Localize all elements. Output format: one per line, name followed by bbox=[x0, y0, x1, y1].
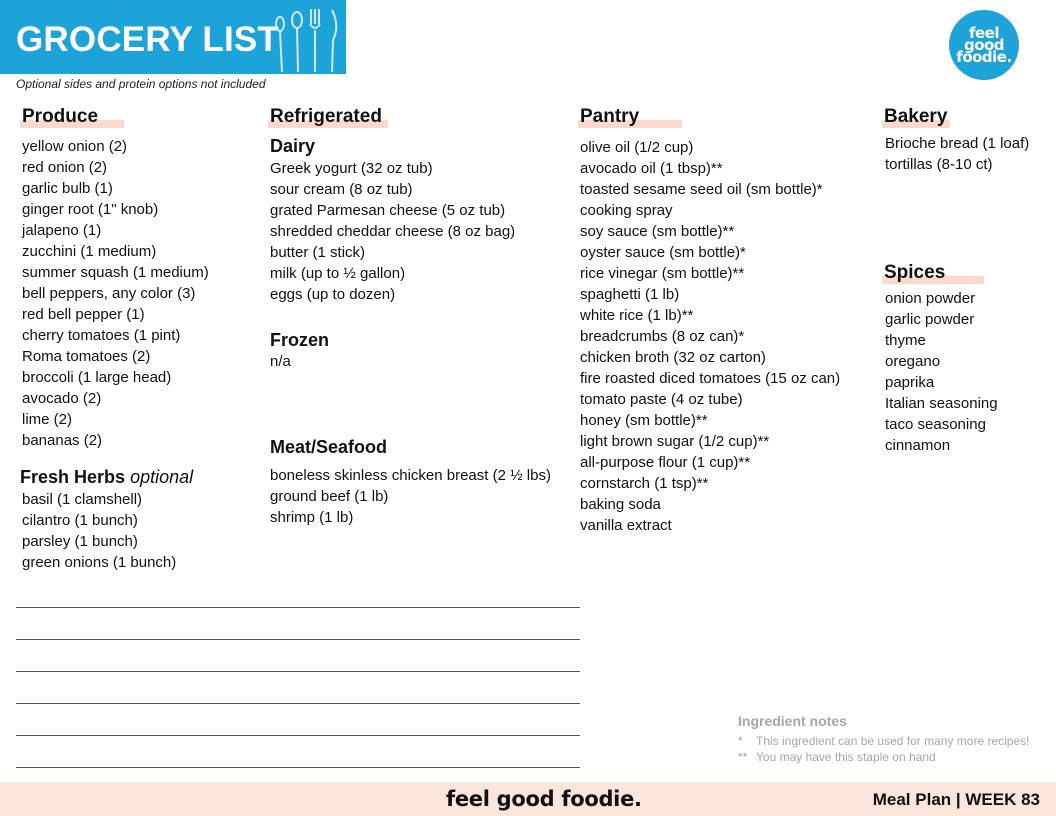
list-item: spaghetti (1 lb) bbox=[580, 286, 680, 303]
list-item: jalapeno (1) bbox=[22, 222, 102, 239]
list-item: cooking spray bbox=[580, 202, 673, 219]
list-item: butter (1 stick) bbox=[270, 244, 366, 261]
list-item: light brown sugar (1/2 cup)** bbox=[580, 433, 770, 450]
list-item: yellow onion (2) bbox=[22, 138, 128, 155]
note-line bbox=[738, 733, 1029, 749]
note-text: You may have this staple on hand bbox=[756, 750, 936, 764]
bakery-heading: Bakery bbox=[884, 106, 948, 127]
logo-text: feel good foodie. bbox=[956, 24, 1012, 66]
list-item: cornstarch (1 tsp)** bbox=[580, 475, 709, 492]
frozen-value: n/a bbox=[270, 353, 291, 370]
produce-list bbox=[22, 136, 209, 451]
list-item: onion powder bbox=[885, 290, 976, 307]
list-item: fire roasted diced tomatoes (15 oz can) bbox=[580, 370, 841, 387]
refrigerated-heading: Refrigerated bbox=[270, 106, 382, 127]
meat-seafood-list bbox=[270, 465, 551, 528]
note-text: This ingredient can be used for many more recipes! bbox=[756, 734, 1030, 748]
list-item: white rice (1 lb)** bbox=[580, 307, 694, 324]
list-item: thyme bbox=[885, 332, 926, 349]
list-item: zucchini (1 medium) bbox=[22, 243, 157, 260]
list-item: lime (2) bbox=[22, 411, 73, 428]
list-item: taco seasoning bbox=[885, 416, 986, 433]
list-item: summer squash (1 medium) bbox=[22, 264, 209, 281]
list-item: olive oil (1/2 cup) bbox=[580, 139, 694, 156]
writing-line bbox=[16, 735, 580, 736]
frozen-heading: Frozen bbox=[270, 330, 330, 350]
list-item: baking soda bbox=[580, 496, 661, 513]
list-item: Roma tomatoes (2) bbox=[22, 348, 151, 365]
list-item: Brioche bread (1 loaf) bbox=[885, 135, 1030, 152]
produce-heading: Produce bbox=[22, 106, 99, 127]
list-item: tomato paste (4 oz tube) bbox=[580, 391, 743, 408]
writing-line bbox=[16, 703, 580, 704]
list-item: Italian seasoning bbox=[885, 395, 998, 412]
meat-seafood-heading: Meat/Seafood bbox=[270, 437, 388, 457]
dairy-heading: Dairy bbox=[270, 136, 316, 156]
list-item: bananas (2) bbox=[22, 432, 103, 449]
list-item: sour cream (8 oz tub) bbox=[270, 181, 413, 198]
list-item: ground beef (1 lb) bbox=[270, 488, 389, 505]
list-item: grated Parmesan cheese (5 oz tub) bbox=[270, 202, 506, 219]
list-item: basil (1 clamshell) bbox=[22, 491, 143, 508]
list-item: bell peppers, any color (3) bbox=[22, 285, 196, 302]
list-item: garlic powder bbox=[885, 311, 975, 328]
note-marker: * bbox=[738, 734, 743, 748]
ingredient-notes bbox=[738, 713, 1029, 765]
list-item: red onion (2) bbox=[22, 159, 108, 176]
list-item: shredded cheddar cheese (8 oz bag) bbox=[270, 223, 516, 240]
fresh-herbs-label: Fresh Herbs bbox=[20, 467, 126, 487]
utensils-icon bbox=[270, 6, 346, 76]
list-item: shrimp (1 lb) bbox=[270, 509, 354, 526]
bakery-list bbox=[885, 133, 1029, 175]
list-item: tortillas (8-10 ct) bbox=[885, 156, 993, 173]
list-item: cinnamon bbox=[885, 437, 951, 454]
list-item: paprika bbox=[885, 374, 935, 391]
note-marker: ** bbox=[738, 750, 748, 764]
dairy-list bbox=[270, 158, 515, 305]
list-item: oyster sauce (sm bottle)* bbox=[580, 244, 746, 261]
title-banner bbox=[0, 0, 346, 74]
pantry-heading: Pantry bbox=[580, 106, 640, 127]
list-item: boneless skinless chicken breast (2 ½ lbs) bbox=[270, 467, 551, 484]
list-item: green onions (1 bunch) bbox=[22, 554, 177, 571]
list-item: all-purpose flour (1 cup)** bbox=[580, 454, 751, 471]
list-item: broccoli (1 large head) bbox=[22, 369, 172, 386]
list-item: toasted sesame seed oil (sm bottle)* bbox=[580, 181, 823, 198]
list-item: rice vinegar (sm bottle)** bbox=[580, 265, 745, 282]
list-item: garlic bulb (1) bbox=[22, 180, 113, 197]
page-title: GROCERY LIST bbox=[16, 20, 279, 59]
note-line bbox=[738, 749, 1029, 765]
brand-logo bbox=[949, 10, 1019, 80]
fresh-herbs-note: optional bbox=[130, 467, 194, 487]
list-item: honey (sm bottle)** bbox=[580, 412, 708, 429]
fresh-herbs-list bbox=[22, 489, 176, 573]
list-item: oregano bbox=[885, 353, 941, 370]
footer-brand-logo: feel good foodie. bbox=[446, 787, 642, 811]
list-item: avocado oil (1 tbsp)** bbox=[580, 160, 723, 177]
list-item: Greek yogurt (32 oz tub) bbox=[270, 160, 433, 177]
list-item: chicken broth (32 oz carton) bbox=[580, 349, 766, 366]
list-item: milk (up to ½ gallon) bbox=[270, 265, 406, 282]
list-item: avocado (2) bbox=[22, 390, 102, 407]
notes-title: Ingredient notes bbox=[738, 713, 847, 729]
footer-bar bbox=[0, 782, 1056, 816]
spices-heading: Spices bbox=[884, 262, 946, 283]
list-item: cherry tomatoes (1 pint) bbox=[22, 327, 181, 344]
spices-list bbox=[885, 288, 998, 456]
list-item: soy sauce (sm bottle)** bbox=[580, 223, 735, 240]
pantry-list bbox=[580, 137, 840, 536]
list-item: vanilla extract bbox=[580, 517, 672, 534]
meal-plan-week-label: Meal Plan | WEEK 83 bbox=[872, 790, 1040, 809]
list-item: parsley (1 bunch) bbox=[22, 533, 138, 550]
list-item: breadcrumbs (8 oz can)* bbox=[580, 328, 745, 345]
writing-line bbox=[16, 607, 580, 608]
list-item: ginger root (1" knob) bbox=[22, 201, 159, 218]
list-item: cilantro (1 bunch) bbox=[22, 512, 138, 529]
list-item: eggs (up to dozen) bbox=[270, 286, 396, 303]
fresh-herbs-heading bbox=[20, 467, 193, 488]
subtitle: Optional sides and protein options not included bbox=[16, 77, 266, 91]
list-item: red bell pepper (1) bbox=[22, 306, 145, 323]
writing-line bbox=[16, 671, 580, 672]
writing-line bbox=[16, 639, 580, 640]
writing-line bbox=[16, 767, 580, 768]
